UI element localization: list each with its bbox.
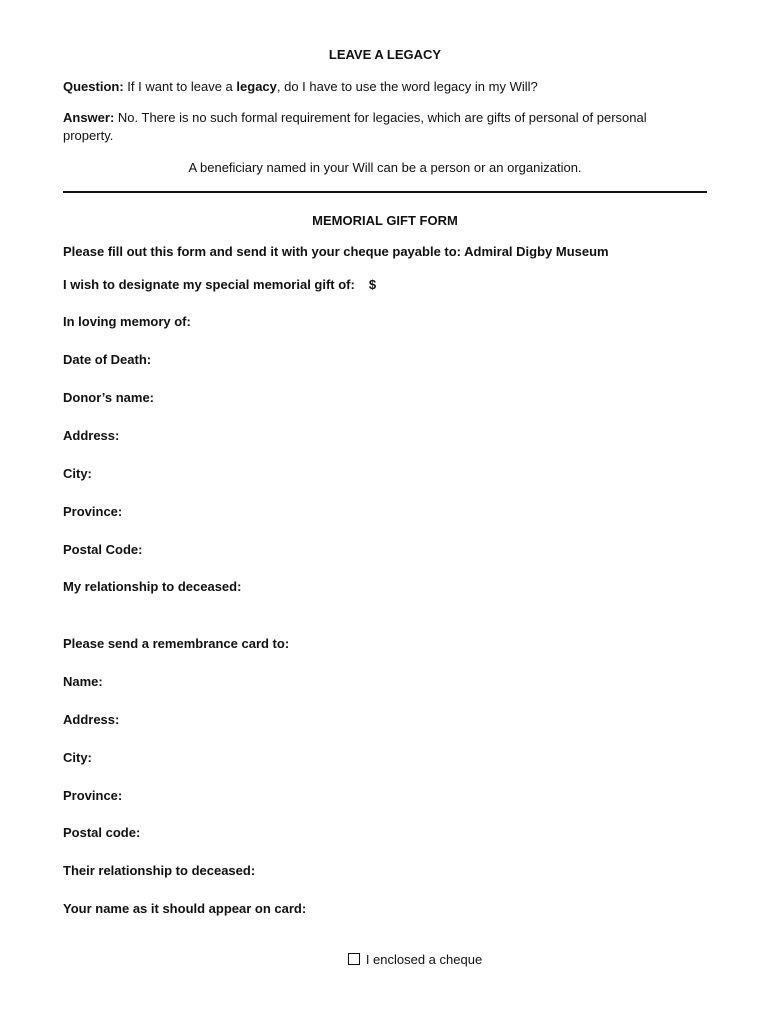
card-address-label: Address: xyxy=(63,712,120,727)
answer-label: Answer: xyxy=(63,110,115,125)
document-page xyxy=(63,0,707,1024)
card-signature-name-label: Your name as it should appear on card: xyxy=(63,901,307,916)
card-postal-code-label: Postal code: xyxy=(63,825,141,840)
card-city-label: City: xyxy=(63,750,92,765)
donor-province-label: Province: xyxy=(63,504,123,519)
donor-relationship-label: My relationship to deceased: xyxy=(63,579,242,594)
date-of-death-label: Date of Death: xyxy=(63,352,152,367)
donor-address-label: Address: xyxy=(63,428,120,443)
legacy-title: LEAVE A LEGACY xyxy=(328,47,442,62)
donor-name-label: Donor’s name: xyxy=(63,390,155,405)
cheque-checkbox[interactable] xyxy=(348,953,360,965)
card-relationship-label: Their relationship to deceased: xyxy=(63,863,256,878)
card-province-label: Province: xyxy=(63,788,123,803)
legacy-question xyxy=(63,78,538,96)
question-text-pre: If I want to leave a xyxy=(123,79,237,94)
cheque-checkbox-label: I enclosed a cheque xyxy=(365,952,483,967)
card-name-label: Name: xyxy=(63,674,103,689)
donor-city-label: City: xyxy=(63,466,92,481)
question-label: Question: xyxy=(63,79,124,94)
gift-amount-row xyxy=(63,276,376,294)
answer-text: No. There is no such formal requirement for legacies, which are gifts of personal of personal property. xyxy=(63,110,647,143)
beneficiary-note: A beneficiary named in your Will can be a person or an organization. xyxy=(188,160,582,175)
remembrance-card-heading: Please send a remembrance card to: xyxy=(63,636,290,651)
question-keyword: legacy xyxy=(236,79,277,94)
section-divider xyxy=(63,191,707,193)
cheque-enclosed-option[interactable] xyxy=(63,951,707,969)
form-instructions: Please fill out this form and send it with your cheque payable to: Admiral Digby Museum xyxy=(63,244,609,259)
question-text-post: , do I have to use the word legacy in my Will? xyxy=(276,79,538,94)
legacy-answer xyxy=(63,109,693,145)
gift-amount-label: I wish to designate my special memorial gift of: xyxy=(63,277,355,292)
memory-field-label: In loving memory of: xyxy=(63,314,191,329)
gift-currency-symbol: $ xyxy=(368,277,377,292)
form-title: MEMORIAL GIFT FORM xyxy=(312,213,458,228)
donor-postal-code-label: Postal Code: xyxy=(63,542,143,557)
